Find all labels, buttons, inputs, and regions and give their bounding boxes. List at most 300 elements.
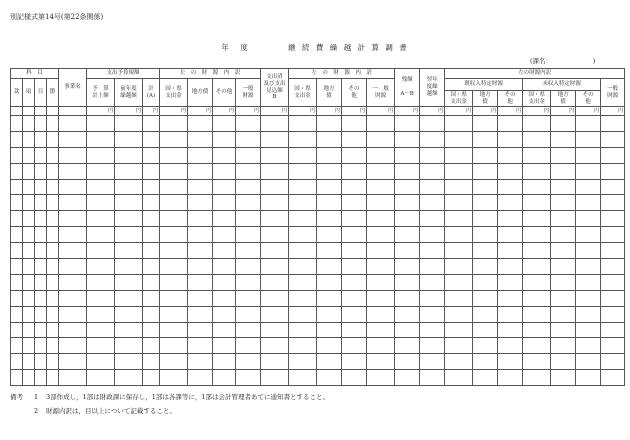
table-cell[interactable] xyxy=(576,163,601,179)
table-cell[interactable] xyxy=(87,179,115,195)
table-cell[interactable] xyxy=(143,163,160,179)
table-cell[interactable] xyxy=(261,274,289,290)
table-cell[interactable] xyxy=(498,179,523,195)
table-cell[interactable] xyxy=(551,370,576,386)
table-cell[interactable] xyxy=(523,163,551,179)
table-cell[interactable] xyxy=(551,179,576,195)
table-cell[interactable] xyxy=(601,195,625,211)
table-cell[interactable] xyxy=(473,274,498,290)
table-cell[interactable] xyxy=(601,211,625,227)
table-cell[interactable] xyxy=(551,163,576,179)
table-cell[interactable] xyxy=(445,354,473,370)
table-cell[interactable] xyxy=(261,290,289,306)
table-cell[interactable] xyxy=(236,370,261,386)
table-cell[interactable] xyxy=(523,116,551,132)
table-cell[interactable] xyxy=(23,259,35,275)
table-cell[interactable] xyxy=(498,116,523,132)
table-cell[interactable] xyxy=(342,163,367,179)
table-cell[interactable] xyxy=(47,322,59,338)
table-cell[interactable] xyxy=(87,227,115,243)
table-cell[interactable] xyxy=(498,322,523,338)
table-cell[interactable] xyxy=(213,354,236,370)
table-cell[interactable] xyxy=(160,211,188,227)
table-cell[interactable] xyxy=(213,290,236,306)
table-cell[interactable] xyxy=(59,131,87,147)
table-cell[interactable] xyxy=(23,131,35,147)
table-cell[interactable] xyxy=(445,338,473,354)
table-cell[interactable] xyxy=(23,195,35,211)
table-cell[interactable] xyxy=(601,147,625,163)
table-cell[interactable] xyxy=(87,195,115,211)
table-cell[interactable] xyxy=(395,116,420,132)
table-cell[interactable] xyxy=(523,211,551,227)
table-cell[interactable] xyxy=(473,116,498,132)
table-cell[interactable] xyxy=(47,338,59,354)
table-cell[interactable] xyxy=(289,163,317,179)
table-cell[interactable] xyxy=(236,274,261,290)
table-cell[interactable] xyxy=(59,243,87,259)
table-cell[interactable] xyxy=(188,147,213,163)
table-cell[interactable] xyxy=(160,338,188,354)
table-cell[interactable] xyxy=(143,179,160,195)
table-cell[interactable] xyxy=(342,274,367,290)
table-cell[interactable] xyxy=(473,163,498,179)
table-cell[interactable] xyxy=(35,338,47,354)
table-cell[interactable] xyxy=(115,211,143,227)
table-cell[interactable] xyxy=(289,290,317,306)
table-cell[interactable] xyxy=(523,290,551,306)
table-cell[interactable] xyxy=(445,131,473,147)
table-cell[interactable] xyxy=(420,179,445,195)
table-cell[interactable] xyxy=(236,338,261,354)
table-cell[interactable] xyxy=(498,227,523,243)
table-cell[interactable] xyxy=(11,259,23,275)
table-cell[interactable] xyxy=(473,147,498,163)
table-cell[interactable] xyxy=(289,116,317,132)
table-cell[interactable] xyxy=(445,370,473,386)
table-cell[interactable] xyxy=(317,338,342,354)
table-cell[interactable] xyxy=(601,306,625,322)
table-cell[interactable] xyxy=(115,322,143,338)
table-cell[interactable] xyxy=(213,274,236,290)
table-cell[interactable] xyxy=(11,179,23,195)
table-cell[interactable] xyxy=(367,354,395,370)
table-cell[interactable] xyxy=(473,211,498,227)
table-cell[interactable] xyxy=(35,116,47,132)
table-cell[interactable] xyxy=(47,306,59,322)
table-cell[interactable] xyxy=(551,290,576,306)
table-cell[interactable] xyxy=(420,195,445,211)
table-cell[interactable] xyxy=(445,195,473,211)
table-cell[interactable] xyxy=(498,290,523,306)
table-cell[interactable] xyxy=(498,338,523,354)
table-cell[interactable] xyxy=(213,179,236,195)
table-cell[interactable] xyxy=(213,259,236,275)
table-cell[interactable] xyxy=(420,306,445,322)
table-cell[interactable] xyxy=(23,290,35,306)
table-cell[interactable] xyxy=(143,116,160,132)
table-cell[interactable] xyxy=(576,274,601,290)
table-cell[interactable] xyxy=(87,290,115,306)
table-cell[interactable] xyxy=(261,354,289,370)
table-cell[interactable] xyxy=(367,147,395,163)
table-cell[interactable] xyxy=(261,211,289,227)
table-cell[interactable] xyxy=(473,259,498,275)
table-cell[interactable] xyxy=(47,195,59,211)
table-cell[interactable] xyxy=(342,211,367,227)
table-cell[interactable] xyxy=(160,354,188,370)
table-cell[interactable] xyxy=(87,354,115,370)
table-cell[interactable] xyxy=(395,243,420,259)
table-cell[interactable] xyxy=(87,131,115,147)
table-cell[interactable] xyxy=(601,354,625,370)
table-cell[interactable] xyxy=(188,338,213,354)
table-cell[interactable] xyxy=(23,370,35,386)
table-cell[interactable] xyxy=(445,290,473,306)
table-cell[interactable] xyxy=(601,116,625,132)
table-cell[interactable] xyxy=(342,131,367,147)
table-cell[interactable] xyxy=(289,211,317,227)
table-cell[interactable] xyxy=(445,259,473,275)
table-cell[interactable] xyxy=(576,370,601,386)
table-cell[interactable] xyxy=(115,370,143,386)
table-cell[interactable] xyxy=(551,227,576,243)
table-cell[interactable] xyxy=(143,338,160,354)
table-cell[interactable] xyxy=(576,290,601,306)
table-cell[interactable] xyxy=(23,116,35,132)
table-cell[interactable] xyxy=(261,370,289,386)
table-cell[interactable] xyxy=(498,211,523,227)
table-cell[interactable] xyxy=(395,131,420,147)
table-cell[interactable] xyxy=(317,322,342,338)
table-cell[interactable] xyxy=(289,354,317,370)
table-cell[interactable] xyxy=(289,243,317,259)
table-cell[interactable] xyxy=(317,131,342,147)
table-cell[interactable] xyxy=(35,370,47,386)
table-cell[interactable] xyxy=(445,243,473,259)
table-cell[interactable] xyxy=(11,243,23,259)
table-cell[interactable] xyxy=(59,195,87,211)
table-cell[interactable] xyxy=(236,195,261,211)
table-cell[interactable] xyxy=(576,306,601,322)
table-cell[interactable] xyxy=(160,370,188,386)
table-cell[interactable] xyxy=(11,322,23,338)
table-cell[interactable] xyxy=(47,163,59,179)
table-cell[interactable] xyxy=(551,274,576,290)
table-cell[interactable] xyxy=(236,290,261,306)
table-cell[interactable] xyxy=(188,354,213,370)
table-cell[interactable] xyxy=(35,195,47,211)
table-cell[interactable] xyxy=(342,179,367,195)
table-cell[interactable] xyxy=(551,306,576,322)
table-cell[interactable] xyxy=(601,338,625,354)
table-cell[interactable] xyxy=(261,163,289,179)
table-cell[interactable] xyxy=(213,322,236,338)
table-cell[interactable] xyxy=(395,259,420,275)
table-cell[interactable] xyxy=(445,179,473,195)
table-cell[interactable] xyxy=(236,179,261,195)
table-cell[interactable] xyxy=(601,370,625,386)
table-cell[interactable] xyxy=(35,211,47,227)
table-cell[interactable] xyxy=(601,243,625,259)
table-cell[interactable] xyxy=(143,259,160,275)
table-cell[interactable] xyxy=(160,259,188,275)
table-cell[interactable] xyxy=(289,322,317,338)
table-cell[interactable] xyxy=(160,243,188,259)
table-cell[interactable] xyxy=(523,227,551,243)
table-cell[interactable] xyxy=(35,227,47,243)
table-cell[interactable] xyxy=(395,322,420,338)
table-cell[interactable] xyxy=(87,338,115,354)
table-cell[interactable] xyxy=(160,195,188,211)
table-cell[interactable] xyxy=(601,290,625,306)
table-cell[interactable] xyxy=(576,259,601,275)
table-cell[interactable] xyxy=(576,243,601,259)
table-cell[interactable] xyxy=(23,322,35,338)
table-cell[interactable] xyxy=(11,370,23,386)
table-cell[interactable] xyxy=(213,338,236,354)
table-cell[interactable] xyxy=(551,243,576,259)
table-cell[interactable] xyxy=(473,306,498,322)
table-cell[interactable] xyxy=(523,179,551,195)
table-cell[interactable] xyxy=(115,195,143,211)
table-cell[interactable] xyxy=(47,116,59,132)
table-cell[interactable] xyxy=(473,354,498,370)
table-cell[interactable] xyxy=(551,211,576,227)
table-cell[interactable] xyxy=(342,306,367,322)
table-cell[interactable] xyxy=(59,370,87,386)
table-cell[interactable] xyxy=(59,179,87,195)
table-cell[interactable] xyxy=(289,147,317,163)
table-cell[interactable] xyxy=(523,131,551,147)
table-cell[interactable] xyxy=(395,306,420,322)
table-cell[interactable] xyxy=(289,274,317,290)
table-cell[interactable] xyxy=(473,290,498,306)
table-cell[interactable] xyxy=(87,322,115,338)
table-cell[interactable] xyxy=(59,354,87,370)
table-cell[interactable] xyxy=(317,290,342,306)
table-cell[interactable] xyxy=(143,211,160,227)
table-cell[interactable] xyxy=(473,338,498,354)
table-cell[interactable] xyxy=(342,290,367,306)
table-cell[interactable] xyxy=(143,243,160,259)
table-cell[interactable] xyxy=(236,259,261,275)
table-cell[interactable] xyxy=(160,322,188,338)
table-cell[interactable] xyxy=(367,370,395,386)
table-cell[interactable] xyxy=(59,259,87,275)
table-cell[interactable] xyxy=(576,179,601,195)
table-cell[interactable] xyxy=(236,211,261,227)
table-cell[interactable] xyxy=(601,259,625,275)
table-cell[interactable] xyxy=(23,179,35,195)
table-cell[interactable] xyxy=(47,179,59,195)
table-cell[interactable] xyxy=(317,179,342,195)
table-cell[interactable] xyxy=(367,290,395,306)
table-cell[interactable] xyxy=(317,195,342,211)
table-cell[interactable] xyxy=(576,338,601,354)
table-cell[interactable] xyxy=(188,163,213,179)
table-cell[interactable] xyxy=(160,179,188,195)
table-cell[interactable] xyxy=(87,370,115,386)
table-cell[interactable] xyxy=(143,370,160,386)
table-cell[interactable] xyxy=(523,259,551,275)
table-cell[interactable] xyxy=(35,290,47,306)
table-cell[interactable] xyxy=(317,259,342,275)
table-cell[interactable] xyxy=(395,163,420,179)
table-cell[interactable] xyxy=(23,243,35,259)
table-cell[interactable] xyxy=(420,338,445,354)
table-cell[interactable] xyxy=(236,163,261,179)
table-cell[interactable] xyxy=(236,354,261,370)
table-cell[interactable] xyxy=(523,322,551,338)
table-cell[interactable] xyxy=(59,211,87,227)
table-cell[interactable] xyxy=(395,179,420,195)
table-cell[interactable] xyxy=(23,227,35,243)
table-cell[interactable] xyxy=(498,274,523,290)
table-cell[interactable] xyxy=(11,195,23,211)
table-cell[interactable] xyxy=(115,338,143,354)
table-cell[interactable] xyxy=(59,306,87,322)
table-cell[interactable] xyxy=(342,116,367,132)
table-cell[interactable] xyxy=(188,211,213,227)
table-cell[interactable] xyxy=(213,227,236,243)
table-cell[interactable] xyxy=(47,227,59,243)
table-cell[interactable] xyxy=(342,147,367,163)
table-cell[interactable] xyxy=(261,147,289,163)
table-cell[interactable] xyxy=(23,163,35,179)
table-cell[interactable] xyxy=(35,147,47,163)
table-cell[interactable] xyxy=(473,370,498,386)
table-cell[interactable] xyxy=(445,211,473,227)
table-cell[interactable] xyxy=(395,195,420,211)
table-cell[interactable] xyxy=(11,227,23,243)
table-cell[interactable] xyxy=(473,131,498,147)
table-cell[interactable] xyxy=(188,116,213,132)
table-cell[interactable] xyxy=(115,179,143,195)
table-cell[interactable] xyxy=(342,370,367,386)
table-cell[interactable] xyxy=(498,354,523,370)
table-cell[interactable] xyxy=(261,322,289,338)
table-cell[interactable] xyxy=(188,322,213,338)
table-cell[interactable] xyxy=(420,259,445,275)
table-cell[interactable] xyxy=(342,338,367,354)
table-cell[interactable] xyxy=(601,179,625,195)
table-cell[interactable] xyxy=(236,227,261,243)
table-cell[interactable] xyxy=(576,211,601,227)
table-cell[interactable] xyxy=(395,354,420,370)
table-cell[interactable] xyxy=(395,211,420,227)
table-cell[interactable] xyxy=(317,274,342,290)
table-cell[interactable] xyxy=(11,147,23,163)
table-cell[interactable] xyxy=(289,131,317,147)
table-cell[interactable] xyxy=(47,370,59,386)
table-cell[interactable] xyxy=(188,274,213,290)
table-cell[interactable] xyxy=(11,338,23,354)
table-cell[interactable] xyxy=(160,131,188,147)
table-cell[interactable] xyxy=(395,274,420,290)
table-cell[interactable] xyxy=(317,163,342,179)
table-cell[interactable] xyxy=(317,116,342,132)
table-cell[interactable] xyxy=(367,322,395,338)
table-cell[interactable] xyxy=(289,195,317,211)
table-cell[interactable] xyxy=(213,147,236,163)
table-cell[interactable] xyxy=(35,274,47,290)
table-cell[interactable] xyxy=(420,274,445,290)
table-cell[interactable] xyxy=(59,290,87,306)
table-cell[interactable] xyxy=(87,274,115,290)
table-cell[interactable] xyxy=(143,322,160,338)
table-cell[interactable] xyxy=(143,131,160,147)
table-cell[interactable] xyxy=(551,147,576,163)
table-cell[interactable] xyxy=(317,243,342,259)
table-cell[interactable] xyxy=(551,195,576,211)
table-cell[interactable] xyxy=(213,306,236,322)
table-cell[interactable] xyxy=(367,259,395,275)
table-cell[interactable] xyxy=(317,147,342,163)
table-cell[interactable] xyxy=(115,227,143,243)
table-cell[interactable] xyxy=(576,147,601,163)
table-cell[interactable] xyxy=(367,195,395,211)
table-cell[interactable] xyxy=(601,322,625,338)
table-cell[interactable] xyxy=(59,163,87,179)
table-cell[interactable] xyxy=(367,243,395,259)
table-cell[interactable] xyxy=(601,163,625,179)
table-cell[interactable] xyxy=(367,274,395,290)
table-cell[interactable] xyxy=(551,116,576,132)
table-cell[interactable] xyxy=(261,227,289,243)
table-cell[interactable] xyxy=(420,290,445,306)
table-cell[interactable] xyxy=(601,131,625,147)
table-cell[interactable] xyxy=(342,322,367,338)
table-cell[interactable] xyxy=(473,179,498,195)
table-cell[interactable] xyxy=(87,211,115,227)
table-cell[interactable] xyxy=(115,163,143,179)
table-cell[interactable] xyxy=(498,259,523,275)
table-cell[interactable] xyxy=(35,243,47,259)
table-cell[interactable] xyxy=(498,243,523,259)
table-cell[interactable] xyxy=(261,195,289,211)
table-cell[interactable] xyxy=(35,354,47,370)
table-cell[interactable] xyxy=(188,290,213,306)
table-cell[interactable] xyxy=(367,338,395,354)
table-cell[interactable] xyxy=(213,211,236,227)
table-cell[interactable] xyxy=(395,370,420,386)
table-cell[interactable] xyxy=(59,322,87,338)
table-cell[interactable] xyxy=(35,163,47,179)
table-cell[interactable] xyxy=(236,322,261,338)
table-cell[interactable] xyxy=(395,227,420,243)
table-cell[interactable] xyxy=(473,322,498,338)
table-cell[interactable] xyxy=(115,131,143,147)
table-cell[interactable] xyxy=(213,195,236,211)
table-cell[interactable] xyxy=(317,306,342,322)
table-cell[interactable] xyxy=(445,274,473,290)
table-cell[interactable] xyxy=(576,322,601,338)
table-cell[interactable] xyxy=(11,116,23,132)
table-cell[interactable] xyxy=(601,274,625,290)
table-cell[interactable] xyxy=(367,227,395,243)
table-cell[interactable] xyxy=(395,147,420,163)
table-cell[interactable] xyxy=(576,354,601,370)
table-cell[interactable] xyxy=(445,116,473,132)
table-cell[interactable] xyxy=(342,227,367,243)
table-cell[interactable] xyxy=(420,322,445,338)
table-cell[interactable] xyxy=(367,163,395,179)
table-cell[interactable] xyxy=(115,306,143,322)
table-cell[interactable] xyxy=(11,290,23,306)
table-cell[interactable] xyxy=(115,147,143,163)
table-cell[interactable] xyxy=(445,322,473,338)
